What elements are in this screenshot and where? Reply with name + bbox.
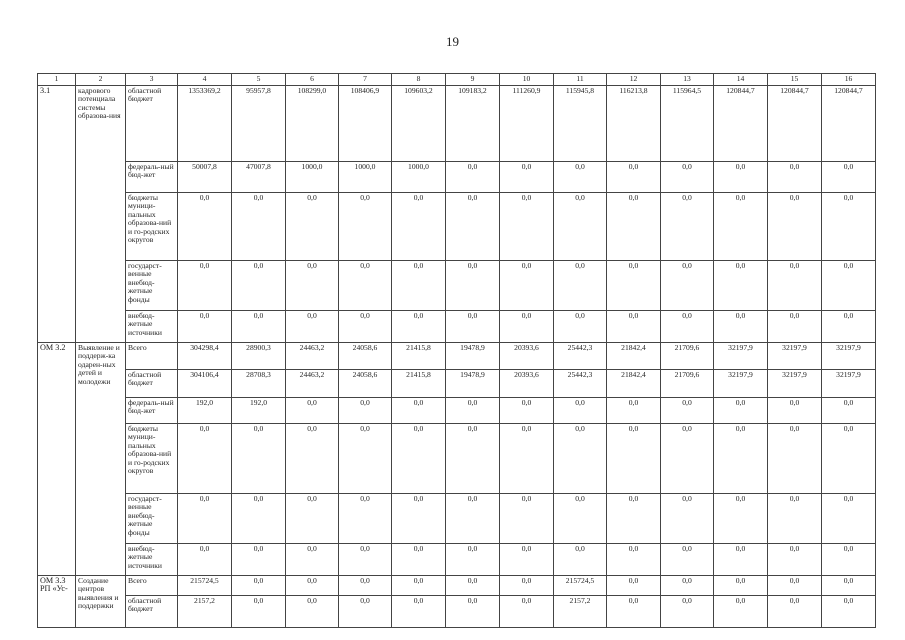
measure-name: кадрового потенциала системы образова-ния bbox=[76, 86, 126, 343]
amount-cell: 0,0 bbox=[392, 424, 446, 494]
amount-cell: 120844,7 bbox=[822, 86, 876, 162]
amount-cell: 0,0 bbox=[339, 596, 392, 628]
amount-cell: 0,0 bbox=[232, 494, 286, 544]
amount-cell: 0,0 bbox=[286, 576, 339, 596]
amount-cell: 0,0 bbox=[178, 193, 232, 261]
amount-cell: 0,0 bbox=[500, 424, 554, 494]
amount-cell: 0,0 bbox=[446, 596, 500, 628]
amount-cell: 0,0 bbox=[768, 162, 822, 193]
amount-cell: 0,0 bbox=[232, 193, 286, 261]
column-header: 11 bbox=[554, 74, 607, 86]
amount-cell: 0,0 bbox=[178, 424, 232, 494]
measure-code: ОМ 3.2 bbox=[38, 343, 76, 576]
amount-cell: 0,0 bbox=[392, 596, 446, 628]
amount-cell: 0,0 bbox=[714, 162, 768, 193]
amount-cell: 21415,8 bbox=[392, 343, 446, 370]
amount-cell: 215724,5 bbox=[178, 576, 232, 596]
amount-cell: 0,0 bbox=[768, 424, 822, 494]
amount-cell: 120844,7 bbox=[714, 86, 768, 162]
amount-cell: 0,0 bbox=[822, 544, 876, 576]
column-header: 6 bbox=[286, 74, 339, 86]
amount-cell: 0,0 bbox=[339, 193, 392, 261]
amount-cell: 0,0 bbox=[768, 544, 822, 576]
amount-cell: 25442,3 bbox=[554, 370, 607, 398]
funding-source: внебюд-жетные источники bbox=[126, 311, 178, 343]
amount-cell: 0,0 bbox=[446, 424, 500, 494]
amount-cell: 0,0 bbox=[446, 261, 500, 311]
table-row bbox=[38, 343, 876, 370]
column-header: 8 bbox=[392, 74, 446, 86]
amount-cell: 0,0 bbox=[286, 261, 339, 311]
column-header: 12 bbox=[607, 74, 661, 86]
amount-cell: 0,0 bbox=[607, 424, 661, 494]
amount-cell: 0,0 bbox=[554, 494, 607, 544]
amount-cell: 0,0 bbox=[822, 596, 876, 628]
table-row bbox=[38, 596, 876, 628]
amount-cell: 0,0 bbox=[232, 261, 286, 311]
amount-cell: 0,0 bbox=[286, 494, 339, 544]
amount-cell: 0,0 bbox=[607, 261, 661, 311]
amount-cell: 47007,8 bbox=[232, 162, 286, 193]
amount-cell: 0,0 bbox=[339, 576, 392, 596]
amount-cell: 0,0 bbox=[339, 311, 392, 343]
amount-cell: 0,0 bbox=[554, 261, 607, 311]
amount-cell: 0,0 bbox=[714, 311, 768, 343]
amount-cell: 32197,9 bbox=[768, 343, 822, 370]
column-header: 14 bbox=[714, 74, 768, 86]
amount-cell: 0,0 bbox=[822, 261, 876, 311]
table-row bbox=[38, 424, 876, 494]
amount-cell: 0,0 bbox=[822, 162, 876, 193]
amount-cell: 95957,8 bbox=[232, 86, 286, 162]
amount-cell: 0,0 bbox=[661, 494, 714, 544]
amount-cell: 19478,9 bbox=[446, 343, 500, 370]
table-header-row bbox=[38, 74, 876, 86]
amount-cell: 20393,6 bbox=[500, 343, 554, 370]
amount-cell: 0,0 bbox=[768, 596, 822, 628]
amount-cell: 0,0 bbox=[286, 596, 339, 628]
amount-cell: 0,0 bbox=[607, 544, 661, 576]
amount-cell: 32197,9 bbox=[714, 343, 768, 370]
amount-cell: 0,0 bbox=[661, 193, 714, 261]
table-row bbox=[38, 162, 876, 193]
amount-cell: 0,0 bbox=[446, 544, 500, 576]
amount-cell: 0,0 bbox=[822, 424, 876, 494]
amount-cell: 0,0 bbox=[822, 494, 876, 544]
amount-cell: 0,0 bbox=[339, 424, 392, 494]
amount-cell: 0,0 bbox=[768, 494, 822, 544]
funding-source: областной бюджет bbox=[126, 86, 178, 162]
amount-cell: 0,0 bbox=[392, 544, 446, 576]
amount-cell: 0,0 bbox=[286, 311, 339, 343]
amount-cell: 0,0 bbox=[232, 311, 286, 343]
amount-cell: 0,0 bbox=[822, 311, 876, 343]
amount-cell: 0,0 bbox=[661, 162, 714, 193]
amount-cell: 0,0 bbox=[500, 494, 554, 544]
funding-source: бюджеты муници-пальных образова-ний и го-родских округов bbox=[126, 424, 178, 494]
funding-source: областной бюджет bbox=[126, 596, 178, 628]
amount-cell: 0,0 bbox=[392, 193, 446, 261]
column-header: 7 bbox=[339, 74, 392, 86]
amount-cell: 0,0 bbox=[661, 398, 714, 424]
amount-cell: 0,0 bbox=[392, 398, 446, 424]
amount-cell: 0,0 bbox=[607, 576, 661, 596]
amount-cell: 304106,4 bbox=[178, 370, 232, 398]
amount-cell: 0,0 bbox=[607, 596, 661, 628]
table-row bbox=[38, 193, 876, 261]
amount-cell: 0,0 bbox=[446, 311, 500, 343]
amount-cell: 0,0 bbox=[339, 494, 392, 544]
amount-cell: 0,0 bbox=[339, 398, 392, 424]
amount-cell: 0,0 bbox=[500, 398, 554, 424]
amount-cell: 0,0 bbox=[714, 544, 768, 576]
amount-cell: 0,0 bbox=[392, 311, 446, 343]
table-row bbox=[38, 86, 876, 162]
funding-source: федераль-ный бюд-жет bbox=[126, 398, 178, 424]
amount-cell: 0,0 bbox=[446, 494, 500, 544]
amount-cell: 0,0 bbox=[768, 311, 822, 343]
table-row bbox=[38, 494, 876, 544]
funding-source: внебюд-жетные источники bbox=[126, 544, 178, 576]
amount-cell: 0,0 bbox=[768, 261, 822, 311]
amount-cell: 0,0 bbox=[500, 193, 554, 261]
amount-cell: 19478,9 bbox=[446, 370, 500, 398]
amount-cell: 20393,6 bbox=[500, 370, 554, 398]
table-row bbox=[38, 544, 876, 576]
amount-cell: 0,0 bbox=[607, 494, 661, 544]
funding-source: бюджеты муници-пальных образова-ний и го-родских округов bbox=[126, 193, 178, 261]
measure-name: Создание центров выявления и поддержки bbox=[76, 576, 126, 628]
amount-cell: 0,0 bbox=[822, 398, 876, 424]
amount-cell: 0,0 bbox=[178, 261, 232, 311]
budget-table bbox=[37, 73, 876, 628]
amount-cell: 32197,9 bbox=[822, 343, 876, 370]
amount-cell: 0,0 bbox=[607, 311, 661, 343]
amount-cell: 0,0 bbox=[500, 311, 554, 343]
amount-cell: 0,0 bbox=[232, 576, 286, 596]
amount-cell: 215724,5 bbox=[554, 576, 607, 596]
amount-cell: 0,0 bbox=[714, 261, 768, 311]
amount-cell: 0,0 bbox=[714, 494, 768, 544]
amount-cell: 21842,4 bbox=[607, 370, 661, 398]
table-row bbox=[38, 398, 876, 424]
amount-cell: 0,0 bbox=[607, 193, 661, 261]
amount-cell: 0,0 bbox=[554, 424, 607, 494]
funding-source: федераль-ный бюд-жет bbox=[126, 162, 178, 193]
amount-cell: 0,0 bbox=[661, 596, 714, 628]
measure-code: ОМ 3.3 РП «Ус- bbox=[38, 576, 76, 628]
amount-cell: 1000,0 bbox=[286, 162, 339, 193]
funding-source: Всего bbox=[126, 576, 178, 596]
amount-cell: 28708,3 bbox=[232, 370, 286, 398]
amount-cell: 0,0 bbox=[661, 261, 714, 311]
amount-cell: 0,0 bbox=[714, 576, 768, 596]
column-header: 5 bbox=[232, 74, 286, 86]
amount-cell: 0,0 bbox=[661, 544, 714, 576]
amount-cell: 115964,5 bbox=[661, 86, 714, 162]
amount-cell: 0,0 bbox=[768, 576, 822, 596]
amount-cell: 24058,6 bbox=[339, 343, 392, 370]
amount-cell: 108299,0 bbox=[286, 86, 339, 162]
amount-cell: 28900,3 bbox=[232, 343, 286, 370]
table-row bbox=[38, 576, 876, 596]
column-header: 2 bbox=[76, 74, 126, 86]
amount-cell: 0,0 bbox=[661, 424, 714, 494]
amount-cell: 0,0 bbox=[446, 162, 500, 193]
amount-cell: 0,0 bbox=[714, 424, 768, 494]
amount-cell: 0,0 bbox=[714, 193, 768, 261]
amount-cell: 0,0 bbox=[392, 261, 446, 311]
amount-cell: 21842,4 bbox=[607, 343, 661, 370]
funding-source: Всего bbox=[126, 343, 178, 370]
amount-cell: 0,0 bbox=[500, 576, 554, 596]
amount-cell: 0,0 bbox=[822, 576, 876, 596]
amount-cell: 21709,6 bbox=[661, 343, 714, 370]
amount-cell: 304298,4 bbox=[178, 343, 232, 370]
measure-name: Выявление и поддерж-ка одарен-ных детей и молодежи bbox=[76, 343, 126, 576]
amount-cell: 0,0 bbox=[500, 162, 554, 193]
amount-cell: 116213,8 bbox=[607, 86, 661, 162]
amount-cell: 0,0 bbox=[500, 596, 554, 628]
amount-cell: 0,0 bbox=[178, 544, 232, 576]
amount-cell: 0,0 bbox=[286, 193, 339, 261]
amount-cell: 0,0 bbox=[554, 398, 607, 424]
amount-cell: 115945,8 bbox=[554, 86, 607, 162]
amount-cell: 0,0 bbox=[607, 162, 661, 193]
column-header: 15 bbox=[768, 74, 822, 86]
amount-cell: 108406,9 bbox=[339, 86, 392, 162]
amount-cell: 0,0 bbox=[607, 398, 661, 424]
amount-cell: 0,0 bbox=[178, 311, 232, 343]
amount-cell: 192,0 bbox=[178, 398, 232, 424]
amount-cell: 111260,9 bbox=[500, 86, 554, 162]
amount-cell: 24463,2 bbox=[286, 343, 339, 370]
amount-cell: 2157,2 bbox=[178, 596, 232, 628]
amount-cell: 0,0 bbox=[232, 424, 286, 494]
table-row bbox=[38, 311, 876, 343]
amount-cell: 0,0 bbox=[768, 398, 822, 424]
amount-cell: 0,0 bbox=[178, 494, 232, 544]
amount-cell: 0,0 bbox=[232, 596, 286, 628]
table-row bbox=[38, 261, 876, 311]
amount-cell: 1353369,2 bbox=[178, 86, 232, 162]
amount-cell: 1000,0 bbox=[339, 162, 392, 193]
amount-cell: 0,0 bbox=[554, 311, 607, 343]
amount-cell: 0,0 bbox=[392, 576, 446, 596]
table-row bbox=[38, 370, 876, 398]
amount-cell: 32197,9 bbox=[714, 370, 768, 398]
funding-source: государст-венные внебюд-жетные фонды bbox=[126, 261, 178, 311]
amount-cell: 109603,2 bbox=[392, 86, 446, 162]
amount-cell: 32197,9 bbox=[768, 370, 822, 398]
amount-cell: 0,0 bbox=[768, 193, 822, 261]
amount-cell: 0,0 bbox=[500, 544, 554, 576]
measure-code: 3.1 bbox=[38, 86, 76, 343]
amount-cell: 109183,2 bbox=[446, 86, 500, 162]
amount-cell: 0,0 bbox=[554, 162, 607, 193]
amount-cell: 0,0 bbox=[286, 544, 339, 576]
column-header: 4 bbox=[178, 74, 232, 86]
amount-cell: 32197,9 bbox=[822, 370, 876, 398]
column-header: 3 bbox=[126, 74, 178, 86]
amount-cell: 50007,8 bbox=[178, 162, 232, 193]
amount-cell: 24058,6 bbox=[339, 370, 392, 398]
amount-cell: 0,0 bbox=[822, 193, 876, 261]
funding-source: государст-венные внебюд-жетные фонды bbox=[126, 494, 178, 544]
amount-cell: 21709,6 bbox=[661, 370, 714, 398]
column-header: 1 bbox=[38, 74, 76, 86]
amount-cell: 2157,2 bbox=[554, 596, 607, 628]
column-header: 16 bbox=[822, 74, 876, 86]
amount-cell: 0,0 bbox=[446, 193, 500, 261]
amount-cell: 0,0 bbox=[661, 311, 714, 343]
amount-cell: 0,0 bbox=[339, 261, 392, 311]
amount-cell: 0,0 bbox=[392, 494, 446, 544]
page-number: 19 bbox=[446, 34, 459, 49]
amount-cell: 1000,0 bbox=[392, 162, 446, 193]
amount-cell: 0,0 bbox=[714, 596, 768, 628]
amount-cell: 0,0 bbox=[446, 576, 500, 596]
amount-cell: 25442,3 bbox=[554, 343, 607, 370]
amount-cell: 24463,2 bbox=[286, 370, 339, 398]
amount-cell: 0,0 bbox=[714, 398, 768, 424]
amount-cell: 0,0 bbox=[554, 193, 607, 261]
amount-cell: 0,0 bbox=[286, 424, 339, 494]
amount-cell: 0,0 bbox=[500, 261, 554, 311]
amount-cell: 0,0 bbox=[232, 544, 286, 576]
amount-cell: 0,0 bbox=[339, 544, 392, 576]
amount-cell: 21415,8 bbox=[392, 370, 446, 398]
amount-cell: 192,0 bbox=[232, 398, 286, 424]
column-header: 9 bbox=[446, 74, 500, 86]
amount-cell: 0,0 bbox=[446, 398, 500, 424]
amount-cell: 120844,7 bbox=[768, 86, 822, 162]
column-header: 13 bbox=[661, 74, 714, 86]
amount-cell: 0,0 bbox=[661, 576, 714, 596]
amount-cell: 0,0 bbox=[554, 544, 607, 576]
amount-cell: 0,0 bbox=[286, 398, 339, 424]
funding-source: областной бюджет bbox=[126, 370, 178, 398]
column-header: 10 bbox=[500, 74, 554, 86]
